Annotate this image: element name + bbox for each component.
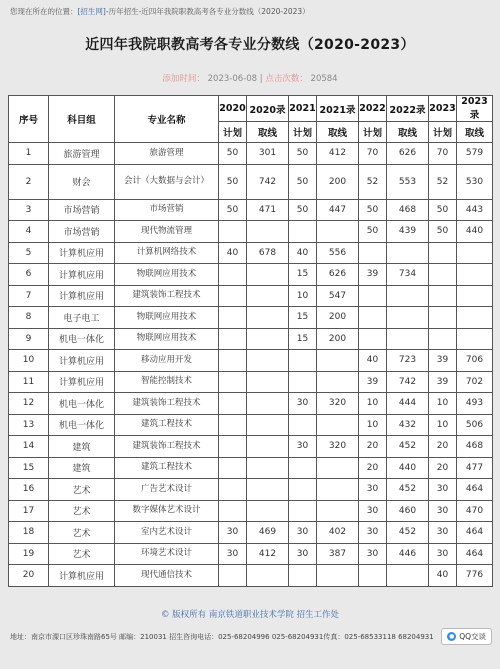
cell-2022-plan: 50 <box>359 221 387 243</box>
cell-2021-plan <box>289 479 317 501</box>
page-title: 近四年我院职教高考各专业分数线（2020-2023） <box>85 37 415 53</box>
header-index: 序号 <box>9 96 49 143</box>
cell-index: 11 <box>9 371 49 393</box>
cell-2021-plan <box>289 565 317 587</box>
cell-2022-plan <box>359 307 387 329</box>
cell-2022-plan <box>359 285 387 307</box>
header-2020-cutoff: 取线 <box>247 122 289 143</box>
cell-index: 2 <box>9 164 49 199</box>
cell-2022-cutoff: 553 <box>387 164 429 199</box>
cell-2020-plan <box>219 479 247 501</box>
cell-subject-group: 艺术 <box>49 500 115 522</box>
header-2023-score: 2023录 <box>457 96 493 122</box>
cell-2022-cutoff <box>387 328 429 350</box>
cell-2020-plan <box>219 414 247 436</box>
cell-2021-plan: 50 <box>289 164 317 199</box>
cell-major: 旅游管理 <box>115 143 219 165</box>
cell-index: 3 <box>9 199 49 221</box>
cell-major: 物联网应用技术 <box>115 328 219 350</box>
cell-2021-cutoff: 547 <box>317 285 359 307</box>
cell-2022-cutoff: 444 <box>387 393 429 415</box>
cell-2022-plan: 20 <box>359 457 387 479</box>
cell-2020-plan <box>219 350 247 372</box>
cell-subject-group: 计算机应用 <box>49 371 115 393</box>
cell-2021-plan <box>289 221 317 243</box>
header-2021-cutoff: 取线 <box>317 122 359 143</box>
cell-subject-group: 财会 <box>49 164 115 199</box>
cell-2020-plan <box>219 221 247 243</box>
cell-2022-cutoff <box>387 285 429 307</box>
cell-subject-group: 计算机应用 <box>49 242 115 264</box>
cell-2023-cutoff: 706 <box>457 350 493 372</box>
cell-2021-plan: 15 <box>289 264 317 286</box>
cell-2023-plan: 39 <box>429 350 457 372</box>
cell-2020-plan: 50 <box>219 164 247 199</box>
table-row <box>9 143 493 165</box>
header-2020: 2020 <box>219 96 247 122</box>
cell-index: 12 <box>9 393 49 415</box>
cell-2023-plan: 52 <box>429 164 457 199</box>
cell-subject-group: 计算机应用 <box>49 350 115 372</box>
cell-2022-plan: 10 <box>359 414 387 436</box>
cell-subject-group: 电子电工 <box>49 307 115 329</box>
cell-2021-cutoff: 200 <box>317 307 359 329</box>
cell-subject-group: 旅游管理 <box>49 143 115 165</box>
cell-2022-cutoff: 626 <box>387 143 429 165</box>
cell-2020-plan: 30 <box>219 543 247 565</box>
cell-index: 16 <box>9 479 49 501</box>
table-row <box>9 436 493 458</box>
table-body <box>9 143 493 587</box>
cell-2020-plan <box>219 371 247 393</box>
cell-2021-plan <box>289 371 317 393</box>
header-2022: 2022 <box>359 96 387 122</box>
cell-2020-cutoff <box>247 393 289 415</box>
cell-2021-cutoff: 412 <box>317 143 359 165</box>
cell-major: 市场营销 <box>115 199 219 221</box>
cell-major: 广告艺术设计 <box>115 479 219 501</box>
cell-2021-cutoff <box>317 350 359 372</box>
cell-2021-cutoff <box>317 457 359 479</box>
cell-2022-plan: 39 <box>359 264 387 286</box>
header-2021-plan: 计划 <box>289 122 317 143</box>
cell-2021-plan: 15 <box>289 328 317 350</box>
breadcrumb-link-home[interactable]: [招生网] <box>77 7 106 16</box>
table-row <box>9 164 493 199</box>
cell-2020-plan <box>219 457 247 479</box>
breadcrumb <box>10 6 490 17</box>
cell-major: 现代物流管理 <box>115 221 219 243</box>
cell-2023-plan: 30 <box>429 522 457 544</box>
cell-2021-plan: 30 <box>289 522 317 544</box>
cell-index: 7 <box>9 285 49 307</box>
table-row <box>9 307 493 329</box>
cell-2023-plan: 20 <box>429 457 457 479</box>
table-row <box>9 500 493 522</box>
cell-2023-cutoff: 443 <box>457 199 493 221</box>
cell-2022-plan: 30 <box>359 543 387 565</box>
cell-2020-cutoff <box>247 221 289 243</box>
cell-index: 13 <box>9 414 49 436</box>
cell-2020-plan: 50 <box>219 143 247 165</box>
qq-chat-label: QQ交谈 <box>459 632 486 641</box>
cell-2022-plan: 40 <box>359 350 387 372</box>
cell-2022-plan: 39 <box>359 371 387 393</box>
table-row <box>9 393 493 415</box>
header-2022-score: 2022录 <box>387 96 429 122</box>
cell-2022-plan: 30 <box>359 500 387 522</box>
cell-2023-cutoff: 776 <box>457 565 493 587</box>
cell-subject-group: 市场营销 <box>49 199 115 221</box>
cell-2021-cutoff: 387 <box>317 543 359 565</box>
breadcrumb-rest: -历年招生-近四年我院职教高考各专业分数线（2020-2023） <box>105 7 310 16</box>
table-row <box>9 242 493 264</box>
cell-index: 20 <box>9 565 49 587</box>
cell-2021-plan <box>289 414 317 436</box>
cell-subject-group: 机电一体化 <box>49 393 115 415</box>
cell-2020-plan: 30 <box>219 522 247 544</box>
cell-2023-cutoff: 506 <box>457 414 493 436</box>
cell-2020-cutoff <box>247 328 289 350</box>
cell-subject-group: 计算机应用 <box>49 285 115 307</box>
cell-2022-cutoff: 446 <box>387 543 429 565</box>
cell-2022-cutoff: 452 <box>387 479 429 501</box>
cell-2020-cutoff <box>247 414 289 436</box>
cell-2023-cutoff: 464 <box>457 522 493 544</box>
header-2023-cutoff: 取线 <box>457 122 493 143</box>
header-subject-group: 科目组 <box>49 96 115 143</box>
cell-major: 现代通信技术 <box>115 565 219 587</box>
cell-2021-plan <box>289 457 317 479</box>
cell-2022-cutoff: 452 <box>387 522 429 544</box>
cell-2022-cutoff: 432 <box>387 414 429 436</box>
cell-2021-cutoff <box>317 221 359 243</box>
cell-2020-plan <box>219 393 247 415</box>
cell-2020-plan: 40 <box>219 242 247 264</box>
table-row <box>9 565 493 587</box>
cell-2021-cutoff: 556 <box>317 242 359 264</box>
cell-subject-group: 艺术 <box>49 522 115 544</box>
cell-2023-plan <box>429 328 457 350</box>
cell-2022-cutoff: 440 <box>387 457 429 479</box>
cell-2020-cutoff <box>247 350 289 372</box>
cell-2021-cutoff: 320 <box>317 436 359 458</box>
qq-icon: ● <box>449 633 455 640</box>
cell-2022-plan: 20 <box>359 436 387 458</box>
cell-major: 建筑装饰工程技术 <box>115 285 219 307</box>
cell-2022-plan: 30 <box>359 522 387 544</box>
header-major: 专业名称 <box>115 96 219 143</box>
cell-subject-group: 计算机应用 <box>49 565 115 587</box>
table-row <box>9 543 493 565</box>
cell-2020-cutoff: 412 <box>247 543 289 565</box>
cell-2023-plan: 40 <box>429 565 457 587</box>
cell-2020-cutoff <box>247 371 289 393</box>
cell-subject-group: 计算机应用 <box>49 264 115 286</box>
cell-subject-group: 建筑 <box>49 457 115 479</box>
cell-index: 10 <box>9 350 49 372</box>
cell-2021-plan: 10 <box>289 285 317 307</box>
cell-2021-cutoff <box>317 565 359 587</box>
cell-2023-cutoff: 493 <box>457 393 493 415</box>
cell-2022-cutoff <box>387 307 429 329</box>
cell-subject-group: 艺术 <box>49 479 115 501</box>
cell-2022-cutoff: 723 <box>387 350 429 372</box>
footer-copyright: © 版权所有 南京铁道职业技术学院 招生工作处 <box>160 610 340 620</box>
cell-2021-plan: 50 <box>289 199 317 221</box>
score-table-container <box>8 95 492 587</box>
header-2021-score: 2021录 <box>317 96 359 122</box>
cell-2021-cutoff <box>317 500 359 522</box>
cell-major: 移动应用开发 <box>115 350 219 372</box>
cell-2023-cutoff: 579 <box>457 143 493 165</box>
header-2020-score: 2020录 <box>247 96 289 122</box>
cell-major: 物联网应用技术 <box>115 264 219 286</box>
cell-2023-plan <box>429 307 457 329</box>
cell-2021-cutoff <box>317 479 359 501</box>
cell-2020-plan <box>219 436 247 458</box>
cell-2023-cutoff: 477 <box>457 457 493 479</box>
score-table <box>8 95 493 587</box>
cell-2022-plan: 70 <box>359 143 387 165</box>
cell-2023-cutoff: 702 <box>457 371 493 393</box>
cell-2020-plan <box>219 565 247 587</box>
table-row <box>9 285 493 307</box>
cell-2020-cutoff <box>247 457 289 479</box>
table-row <box>9 479 493 501</box>
cell-2021-plan: 30 <box>289 543 317 565</box>
cell-2022-cutoff <box>387 565 429 587</box>
cell-2020-cutoff: 301 <box>247 143 289 165</box>
cell-2023-cutoff <box>457 264 493 286</box>
table-row <box>9 199 493 221</box>
table-row <box>9 414 493 436</box>
cell-index: 9 <box>9 328 49 350</box>
cell-subject-group: 机电一体化 <box>49 328 115 350</box>
cell-subject-group: 艺术 <box>49 543 115 565</box>
header-2023: 2023 <box>429 96 457 122</box>
cell-2020-cutoff <box>247 264 289 286</box>
cell-subject-group: 机电一体化 <box>49 414 115 436</box>
cell-major: 建筑工程技术 <box>115 414 219 436</box>
cell-index: 18 <box>9 522 49 544</box>
views-label: 点击次数： <box>265 74 308 84</box>
cell-2021-cutoff <box>317 414 359 436</box>
cell-2022-plan: 10 <box>359 393 387 415</box>
cell-2020-cutoff: 469 <box>247 522 289 544</box>
cell-2022-cutoff: 468 <box>387 199 429 221</box>
cell-2021-cutoff: 626 <box>317 264 359 286</box>
cell-2022-plan: 30 <box>359 479 387 501</box>
cell-2021-cutoff: 200 <box>317 328 359 350</box>
cell-2023-cutoff: 464 <box>457 543 493 565</box>
cell-2021-plan: 15 <box>289 307 317 329</box>
cell-index: 4 <box>9 221 49 243</box>
cell-2022-plan: 50 <box>359 199 387 221</box>
cell-2022-cutoff: 734 <box>387 264 429 286</box>
qq-chat-button[interactable] <box>441 628 492 645</box>
cell-2021-cutoff: 200 <box>317 164 359 199</box>
cell-2023-cutoff <box>457 307 493 329</box>
cell-major: 建筑装饰工程技术 <box>115 393 219 415</box>
cell-2020-cutoff <box>247 285 289 307</box>
cell-2020-cutoff <box>247 565 289 587</box>
cell-index: 15 <box>9 457 49 479</box>
cell-2020-plan <box>219 307 247 329</box>
cell-2021-plan: 30 <box>289 436 317 458</box>
cell-2023-plan: 70 <box>429 143 457 165</box>
cell-2023-plan: 30 <box>429 543 457 565</box>
cell-2022-plan <box>359 242 387 264</box>
cell-index: 1 <box>9 143 49 165</box>
footer-address: 地址：南京市溧口区珍珠南路65号 邮编：210031 招生咨询电话：025-68204996 025-68204931传真：025-68533118 68204931 <box>10 633 434 641</box>
cell-major: 智能控制技术 <box>115 371 219 393</box>
cell-2023-cutoff <box>457 242 493 264</box>
cell-major: 室内艺术设计 <box>115 522 219 544</box>
cell-2023-plan: 50 <box>429 199 457 221</box>
header-2023-plan: 计划 <box>429 122 457 143</box>
cell-2023-cutoff: 440 <box>457 221 493 243</box>
cell-2021-cutoff <box>317 371 359 393</box>
cell-2020-cutoff <box>247 479 289 501</box>
header-2020-plan: 计划 <box>219 122 247 143</box>
cell-2023-plan <box>429 264 457 286</box>
cell-index: 17 <box>9 500 49 522</box>
views-value: 20584 <box>310 74 338 84</box>
cell-2020-cutoff <box>247 307 289 329</box>
cell-major: 建筑工程技术 <box>115 457 219 479</box>
article-meta <box>0 72 500 84</box>
cell-2020-plan <box>219 500 247 522</box>
cell-index: 14 <box>9 436 49 458</box>
cell-2020-cutoff: 471 <box>247 199 289 221</box>
cell-2022-plan <box>359 328 387 350</box>
cell-2020-plan <box>219 328 247 350</box>
cell-major: 数字媒体艺术设计 <box>115 500 219 522</box>
table-row <box>9 371 493 393</box>
cell-2023-plan: 50 <box>429 221 457 243</box>
cell-2021-plan <box>289 350 317 372</box>
cell-major: 环境艺术设计 <box>115 543 219 565</box>
cell-2021-plan: 40 <box>289 242 317 264</box>
cell-major: 会计（大数据与会计） <box>115 164 219 199</box>
cell-2022-cutoff: 452 <box>387 436 429 458</box>
breadcrumb-prefix: 您现在所在的位置： <box>10 7 78 16</box>
cell-index: 6 <box>9 264 49 286</box>
cell-2020-plan: 50 <box>219 199 247 221</box>
cell-2023-cutoff: 470 <box>457 500 493 522</box>
cell-index: 8 <box>9 307 49 329</box>
header-2021: 2021 <box>289 96 317 122</box>
cell-2023-cutoff: 468 <box>457 436 493 458</box>
cell-2020-plan <box>219 264 247 286</box>
header-2022-plan: 计划 <box>359 122 387 143</box>
cell-2022-plan <box>359 565 387 587</box>
cell-2023-plan: 39 <box>429 371 457 393</box>
cell-major: 计算机网络技术 <box>115 242 219 264</box>
table-row <box>9 457 493 479</box>
cell-2023-cutoff: 464 <box>457 479 493 501</box>
cell-2023-plan <box>429 285 457 307</box>
cell-major: 建筑装饰工程技术 <box>115 436 219 458</box>
table-row <box>9 350 493 372</box>
table-row <box>9 221 493 243</box>
cell-2020-cutoff: 678 <box>247 242 289 264</box>
cell-2023-plan: 10 <box>429 414 457 436</box>
time-value: 2023-06-08 <box>207 74 258 84</box>
cell-2023-plan: 30 <box>429 500 457 522</box>
cell-subject-group: 建筑 <box>49 436 115 458</box>
cell-index: 19 <box>9 543 49 565</box>
cell-2023-cutoff: 530 <box>457 164 493 199</box>
header-2022-cutoff: 取线 <box>387 122 429 143</box>
cell-2020-cutoff <box>247 436 289 458</box>
cell-2021-plan <box>289 500 317 522</box>
cell-2022-cutoff: 742 <box>387 371 429 393</box>
cell-2021-plan: 30 <box>289 393 317 415</box>
cell-subject-group: 市场营销 <box>49 221 115 243</box>
cell-2021-cutoff: 320 <box>317 393 359 415</box>
cell-2020-cutoff <box>247 500 289 522</box>
cell-2021-cutoff: 447 <box>317 199 359 221</box>
header-row-top <box>9 96 493 122</box>
cell-2021-plan: 50 <box>289 143 317 165</box>
cell-2023-cutoff <box>457 328 493 350</box>
cell-2023-plan: 10 <box>429 393 457 415</box>
cell-2020-cutoff: 742 <box>247 164 289 199</box>
table-row <box>9 328 493 350</box>
cell-2023-plan <box>429 242 457 264</box>
cell-2023-plan: 20 <box>429 436 457 458</box>
cell-2023-plan: 30 <box>429 479 457 501</box>
cell-major: 物联网应用技术 <box>115 307 219 329</box>
time-label: 添加时间： <box>162 74 205 84</box>
meta-separator: | <box>259 74 263 84</box>
cell-2022-cutoff <box>387 242 429 264</box>
cell-2020-plan <box>219 285 247 307</box>
cell-2022-cutoff: 460 <box>387 500 429 522</box>
cell-2022-plan: 52 <box>359 164 387 199</box>
cell-2021-cutoff: 402 <box>317 522 359 544</box>
cell-2023-cutoff <box>457 285 493 307</box>
cell-2022-cutoff: 439 <box>387 221 429 243</box>
table-row <box>9 264 493 286</box>
table-row <box>9 522 493 544</box>
cell-index: 5 <box>9 242 49 264</box>
